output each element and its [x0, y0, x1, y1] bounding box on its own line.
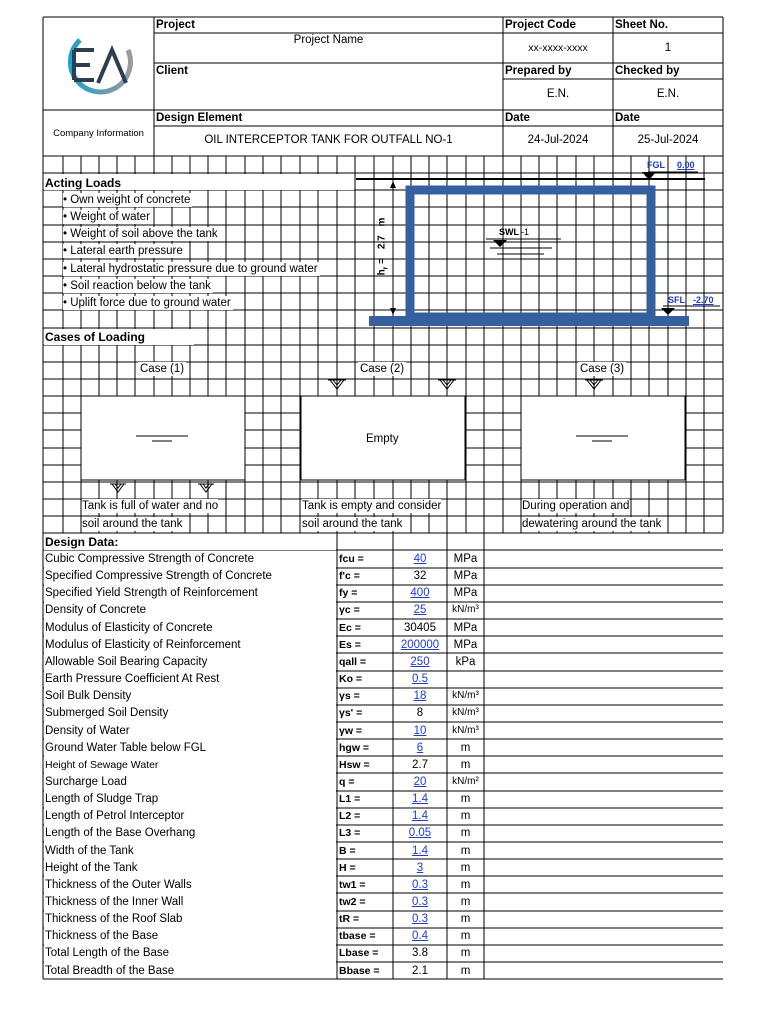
case2-inner: Empty: [366, 433, 399, 445]
client-label: Client: [156, 65, 188, 77]
acting-load-item: • Weight of soil above the tank: [63, 228, 218, 241]
design-data-label: Thickness of the Base: [45, 930, 159, 943]
case3-desc1: During operation and: [522, 500, 630, 512]
fgl-label: FGL: [647, 160, 665, 170]
design-data-value[interactable]: 0.3: [412, 896, 428, 908]
date-2: 25-Jul-2024: [637, 134, 699, 146]
design-data-value[interactable]: 40: [413, 553, 427, 565]
design-data-symbol: fcu =: [339, 553, 364, 565]
design-data-label: Earth Pressure Coefficient At Rest: [45, 673, 220, 686]
design-data-unit: kN/m³: [452, 604, 479, 616]
date-label-1: Date: [505, 112, 530, 124]
hw-unit: m: [376, 217, 388, 227]
design-data-label: Specified Yield Strength of Reinforcement: [45, 587, 258, 600]
project-name: Project Name: [293, 34, 364, 46]
design-data-symbol: L2 =: [339, 810, 361, 823]
design-data-value[interactable]: 0.3: [412, 878, 428, 891]
design-data-value: 2.1: [412, 964, 428, 977]
design-data-value[interactable]: 3: [416, 861, 424, 874]
design-data-unit: m: [460, 930, 471, 943]
company-info: Company Information: [53, 128, 144, 139]
design-data-value[interactable]: 400: [410, 587, 430, 600]
design-data-symbol: Bbase =: [339, 964, 380, 977]
design-data-symbol: γs' =: [339, 707, 363, 720]
design-data-unit: m: [460, 844, 471, 857]
design-data-unit: m: [460, 810, 471, 823]
hw-label: h: [376, 269, 388, 276]
design-data-symbol: γs =: [339, 690, 360, 703]
design-data-symbol: qall =: [339, 655, 367, 668]
case3-label: Case (3): [580, 363, 625, 375]
acting-load-item: • Lateral hydrostatic pressure due to ground water: [63, 262, 318, 275]
design-data-label: Length of Petrol Interceptor: [45, 810, 185, 823]
design-data-label: Submerged Soil Density: [45, 707, 169, 720]
hw-eq: =: [376, 257, 388, 264]
case1-label: Case (1): [140, 363, 185, 375]
design-data-label: Density of Concrete: [45, 604, 146, 617]
design-data-unit: kPa: [455, 655, 476, 668]
design-data-symbol: f'c =: [339, 570, 360, 583]
design-data-symbol: tR =: [339, 913, 360, 926]
design-data-value: 30405: [404, 621, 436, 634]
design-data-label: Thickness of the Outer Walls: [45, 878, 192, 891]
design-data-symbol: hgw =: [339, 741, 370, 754]
design-data-unit: m: [460, 741, 471, 754]
sheet-no-label: Sheet No.: [615, 19, 669, 31]
design-data-unit: m: [460, 793, 471, 806]
design-data-symbol: tw1 =: [339, 878, 366, 891]
design-data-label: Width of the Tank: [45, 844, 134, 857]
acting-loads-title: Acting Loads: [45, 176, 122, 190]
design-data-unit: MPa: [453, 621, 478, 634]
design-data-value[interactable]: 1.4: [412, 793, 428, 806]
case2-desc2: soil around the tank: [302, 518, 403, 530]
prepared-by: E.N.: [546, 88, 570, 100]
date-label-2: Date: [615, 112, 640, 124]
checked-by-label: Checked by: [615, 65, 680, 77]
design-data-value: 32: [413, 570, 427, 583]
design-data-symbol: Ko =: [339, 673, 363, 686]
design-data-unit: kN/m³: [452, 724, 479, 736]
hw-sub: r: [382, 266, 390, 270]
design-data-label: Length of Sludge Trap: [45, 793, 159, 806]
design-data-unit: kN/m³: [452, 707, 479, 719]
design-data-value[interactable]: 25: [413, 604, 427, 617]
design-data-label: Modulus of Elasticity of Concrete: [45, 621, 213, 634]
acting-load-item: • Lateral earth pressure: [63, 245, 183, 258]
design-data-value[interactable]: 0.5: [412, 673, 428, 686]
design-data-symbol: tw2 =: [339, 896, 366, 908]
case1-desc2: soil around the tank: [82, 518, 183, 530]
hw-value: 2.7: [376, 235, 388, 250]
design-data-value[interactable]: 18: [413, 690, 427, 703]
design-data-label: Soil Bulk Density: [45, 690, 132, 703]
acting-load-item: • Own weight of concrete: [63, 194, 191, 206]
design-data-value[interactable]: 20: [413, 775, 427, 788]
design-data-unit: m: [460, 758, 471, 771]
design-data-label: Thickness of the Roof Slab: [45, 913, 183, 926]
design-data-label: Height of Sewage Water: [45, 758, 159, 771]
design-data-label: Surcharge Load: [45, 775, 127, 788]
design-data-unit: m: [460, 913, 471, 926]
swl-label: SWL: [499, 227, 519, 237]
design-data-symbol: fy =: [339, 587, 358, 600]
cases-title: Cases of Loading: [45, 330, 146, 344]
design-data-label: Modulus of Elasticity of Reinforcement: [45, 638, 241, 651]
design-data-label: Density of Water: [45, 724, 130, 737]
swl-value: -1: [521, 227, 530, 237]
design-data-title: Design Data:: [45, 535, 119, 549]
design-data-value[interactable]: 6: [416, 741, 424, 754]
design-data-value[interactable]: 250: [410, 655, 430, 668]
design-element-label: Design Element: [156, 112, 243, 124]
date-1: 24-Jul-2024: [527, 134, 589, 146]
project-code: xx-xxxx-xxxx: [528, 42, 588, 54]
design-data-symbol: L1 =: [339, 793, 361, 806]
design-data-value[interactable]: 0.4: [412, 930, 428, 943]
sfl-label: SFL: [668, 295, 685, 305]
design-data-symbol: Lbase =: [339, 947, 379, 960]
fgl-value[interactable]: 0.00: [677, 160, 695, 170]
design-data-unit: MPa: [453, 553, 478, 565]
design-data-symbol: Hsw =: [339, 758, 370, 771]
design-data-unit: MPa: [453, 587, 478, 600]
design-data-unit: m: [460, 896, 471, 908]
design-data-label: Thickness of the Inner Wall: [45, 896, 184, 908]
case1-desc1: Tank is full of water and no: [82, 500, 219, 512]
design-data-label: Ground Water Table below FGL: [45, 741, 207, 754]
design-data-value[interactable]: 200000: [400, 638, 440, 651]
design-data-label: Cubic Compressive Strength of Concrete: [45, 553, 255, 565]
design-data-symbol: γc =: [339, 604, 360, 617]
design-data-value[interactable]: 1.4: [412, 810, 428, 823]
design-data-unit: m: [460, 947, 471, 960]
design-data-symbol: H =: [339, 861, 356, 874]
acting-load-item: • Soil reaction below the tank: [63, 279, 211, 292]
checked-by: E.N.: [656, 88, 680, 100]
project-label: Project: [156, 19, 195, 31]
design-data-label: Specified Compressive Strength of Concrete: [45, 570, 272, 583]
design-data-unit: m: [460, 827, 471, 840]
design-data-unit: m: [460, 861, 471, 874]
design-data-value[interactable]: 0.3: [412, 913, 428, 926]
design-data-unit: kN/m²: [452, 775, 479, 787]
design-data-unit: kN/m³: [452, 690, 479, 702]
design-data-label: Allowable Soil Bearing Capacity: [45, 655, 208, 668]
design-data-unit: MPa: [453, 638, 478, 651]
design-data-unit: m: [460, 878, 471, 891]
design-data-unit: MPa: [453, 570, 478, 583]
acting-load-item: • Weight of water: [63, 211, 150, 224]
design-data-symbol: Ec =: [339, 621, 361, 634]
design-data-symbol: q =: [339, 775, 355, 788]
design-data-value: 8: [416, 707, 424, 720]
case2-label: Case (2): [360, 363, 405, 375]
design-data-value[interactable]: 0.05: [408, 827, 432, 840]
design-data-label: Total Length of the Base: [45, 947, 170, 960]
design-data-symbol: tbase =: [339, 930, 376, 943]
design-data-symbol: γw =: [339, 724, 363, 737]
design-data-unit: m: [460, 964, 471, 977]
design-data-label: Length of the Base Overhang: [45, 827, 196, 840]
prepared-by-label: Prepared by: [505, 65, 572, 77]
design-data-label: Height of the Tank: [45, 861, 138, 874]
design-data-value: 3.8: [412, 947, 428, 960]
design-element: OIL INTERCEPTOR TANK FOR OUTFALL NO-1: [204, 134, 453, 146]
design-data-value[interactable]: 10: [413, 724, 427, 737]
case2-desc1: Tank is empty and consider: [302, 500, 442, 512]
sfl-value[interactable]: -2.70: [693, 295, 714, 305]
design-data-label: Total Breadth of the Base: [45, 964, 175, 977]
design-data-symbol: B =: [339, 844, 356, 857]
project-code-label: Project Code: [505, 19, 576, 31]
sheet-no: 1: [664, 42, 672, 54]
design-data-value: 2.7: [412, 758, 428, 771]
design-data-value[interactable]: 1.4: [412, 844, 428, 857]
case3-desc2: dewatering around the tank: [522, 518, 662, 530]
design-data-symbol: Es =: [339, 638, 361, 651]
design-data-symbol: L3 =: [339, 827, 361, 840]
acting-load-item: • Uplift force due to ground water: [63, 296, 231, 309]
